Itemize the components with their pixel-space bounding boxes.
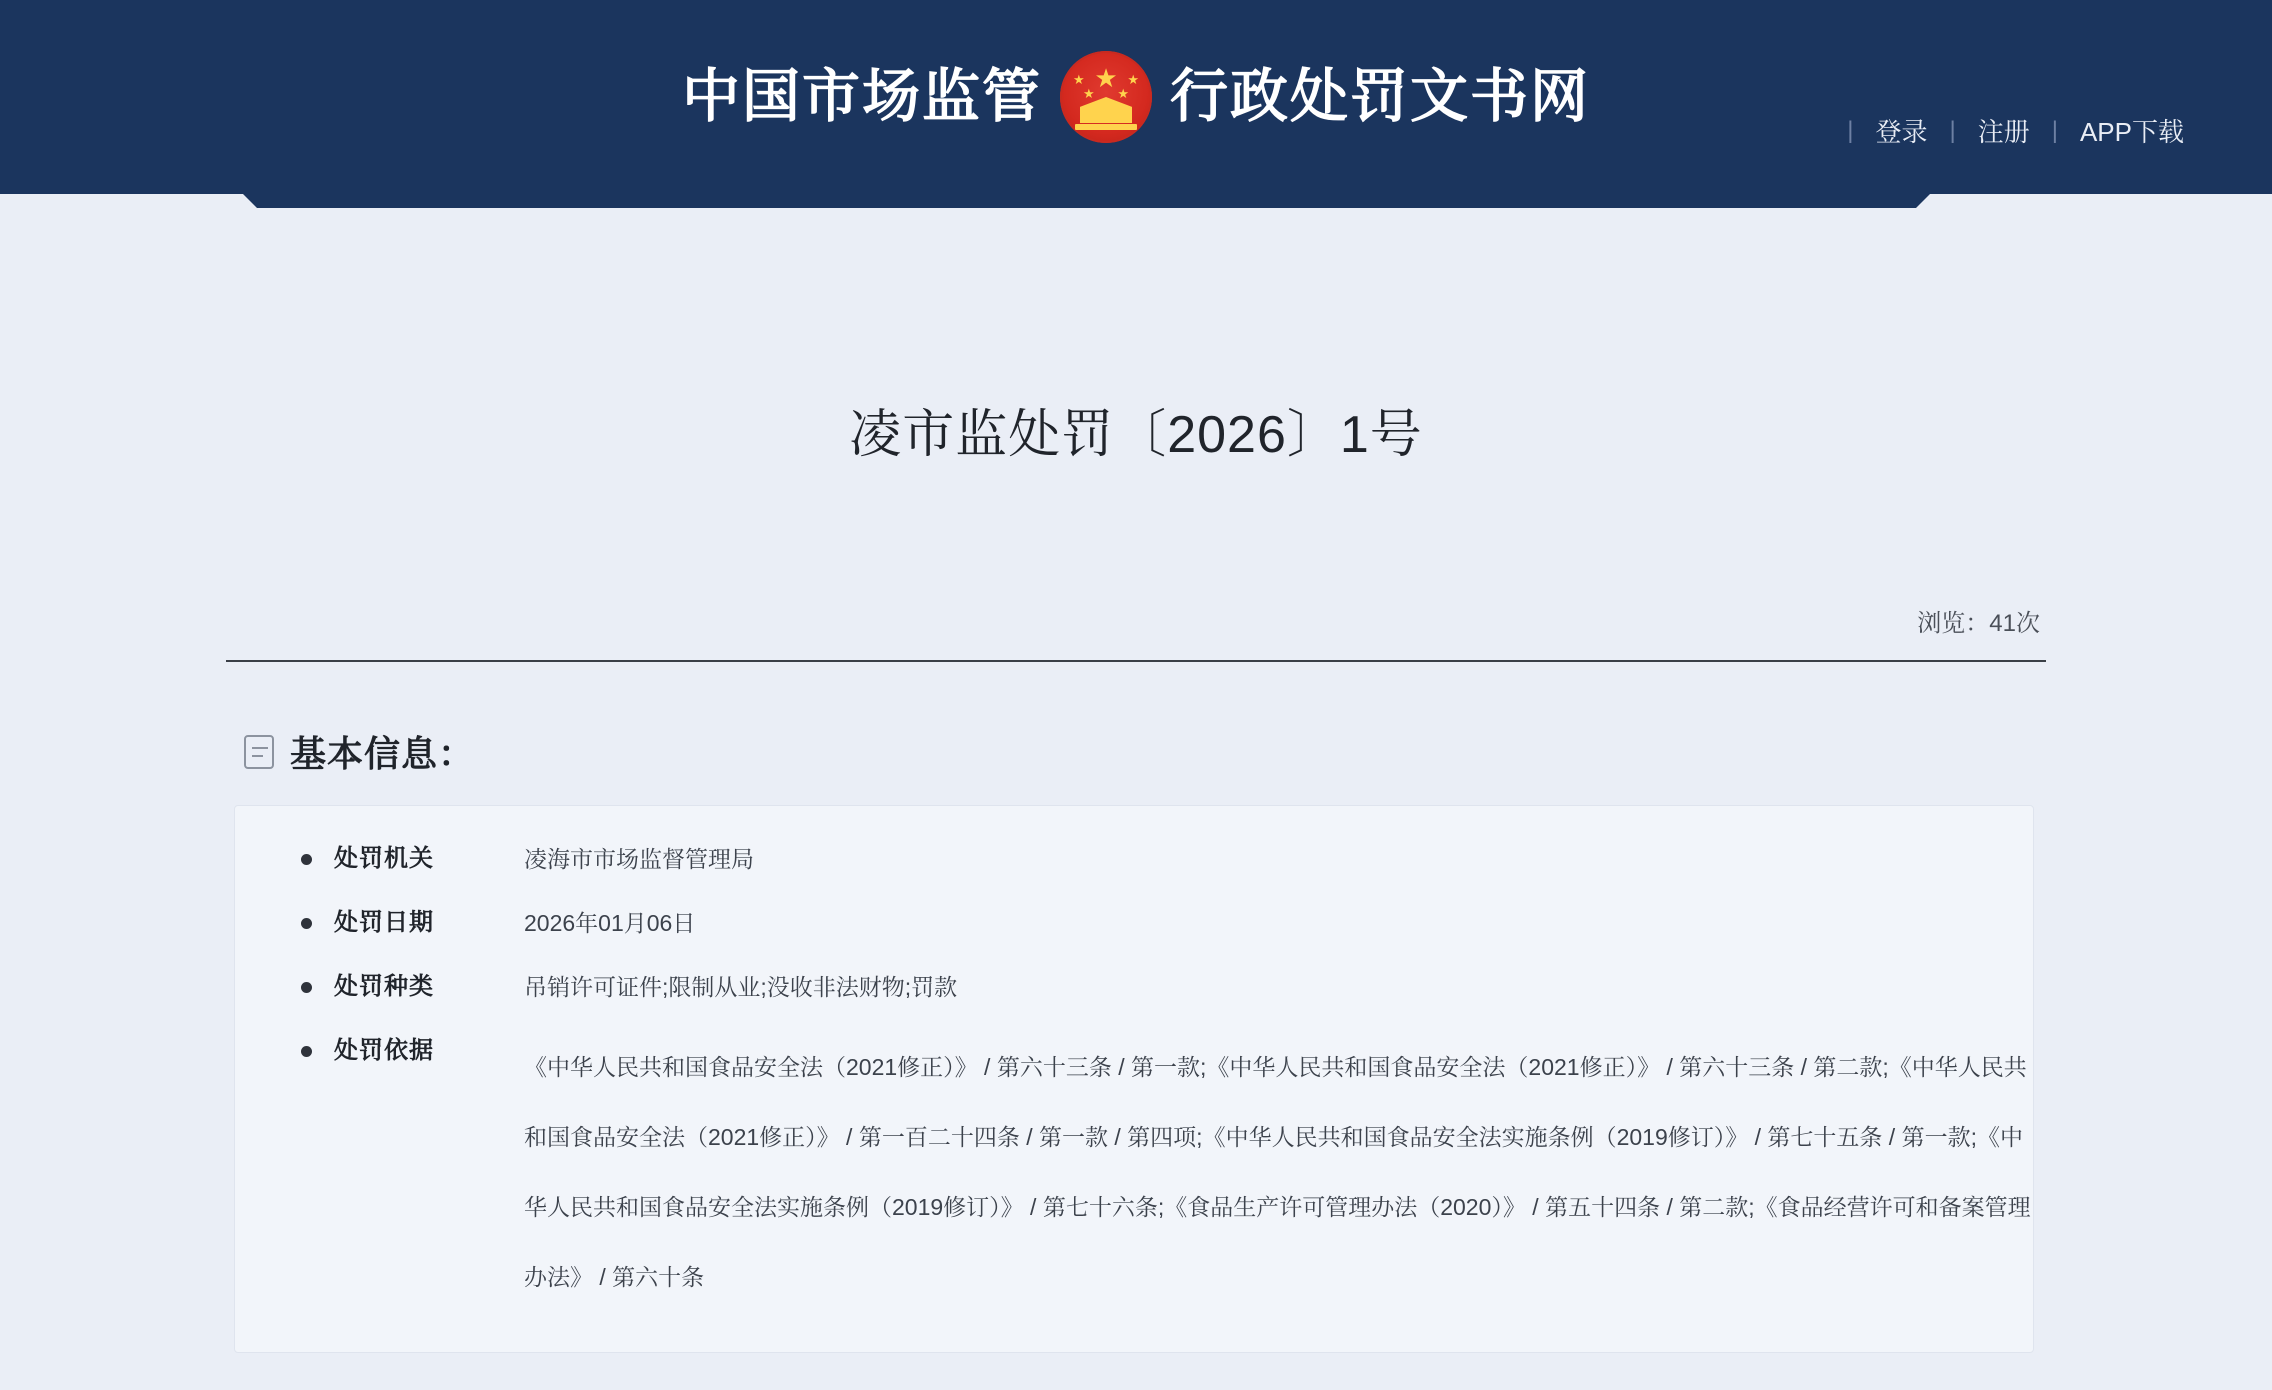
section-title-text: 基本信息： [290,733,476,774]
info-row [235,840,2033,878]
login-link[interactable]: 登录 [1875,117,1928,147]
view-count-value: 41次 [1989,610,2040,637]
site-header [0,0,2272,222]
brand-text-right: 行政处罚文书网 [1170,64,1591,129]
national-emblem-icon [1060,51,1152,143]
bullet-icon [301,918,312,929]
bullet-icon [301,1046,312,1057]
info-row [235,968,2033,1006]
brand-text-left: 中国市场监管 [681,64,1042,129]
divider: | [1949,116,1956,144]
emblem-star: ★ [1094,63,1118,93]
basic-info-panel [234,805,2034,1353]
emblem-rail [1075,124,1137,130]
info-value: 2026年01月06日 [524,910,696,936]
app-download-link[interactable]: APP下载 [2079,117,2184,147]
view-count-label: 浏览： [1917,610,1990,637]
divider: | [1847,116,1854,144]
info-value: 吊销许可证件;限制从业;没收非法财物;罚款 [524,974,958,1000]
bullet-icon [301,854,312,865]
info-value: 凌海市市场监督管理局 [524,846,754,872]
emblem-small-stars: ★ ★ ★ ★ [1073,72,1139,101]
header-links [1825,112,2184,149]
info-row [235,1032,2033,1312]
info-label: 处罚日期 [334,909,434,936]
info-row [235,904,2033,942]
page-title: 凌市监处罚〔2026〕1号 [849,406,1423,464]
info-label: 处罚机关 [334,845,434,872]
document-body [226,222,2046,1353]
register-link[interactable]: 注册 [1977,117,2030,147]
document-icon [244,735,274,769]
bullet-icon [301,982,312,993]
info-value: 《中华人民共和国食品安全法（2021修正）》 / 第六十三条 / 第一款;《中华人民共和国食品安全法（2021修正）》 / 第六十三条 / 第二款;《中华人民共和国食品安全法（2021修正）》 / 第一百二十四条 / 第一款 / 第四项;《中华人民共和国食品安全法实施条例（2019修订）》 / 第七十五条 / 第一款;《中华人民共和国食品安全法实施条例（2019修订）》 / 第七十六条;《食品生产许可管理办法（2020）》 / 第五十四条 / 第二款;《食品经营许可和备案管理办法》 / 第六十条 [524,1054,2031,1290]
view-count [226,603,2046,638]
site-brand[interactable] [682,51,1590,143]
divider: | [2051,116,2058,144]
title-divider [226,660,2046,662]
info-label: 处罚种类 [334,973,434,1000]
header-content [0,0,2272,194]
info-label: 处罚依据 [334,1037,434,1064]
basic-info-heading [226,726,2046,777]
